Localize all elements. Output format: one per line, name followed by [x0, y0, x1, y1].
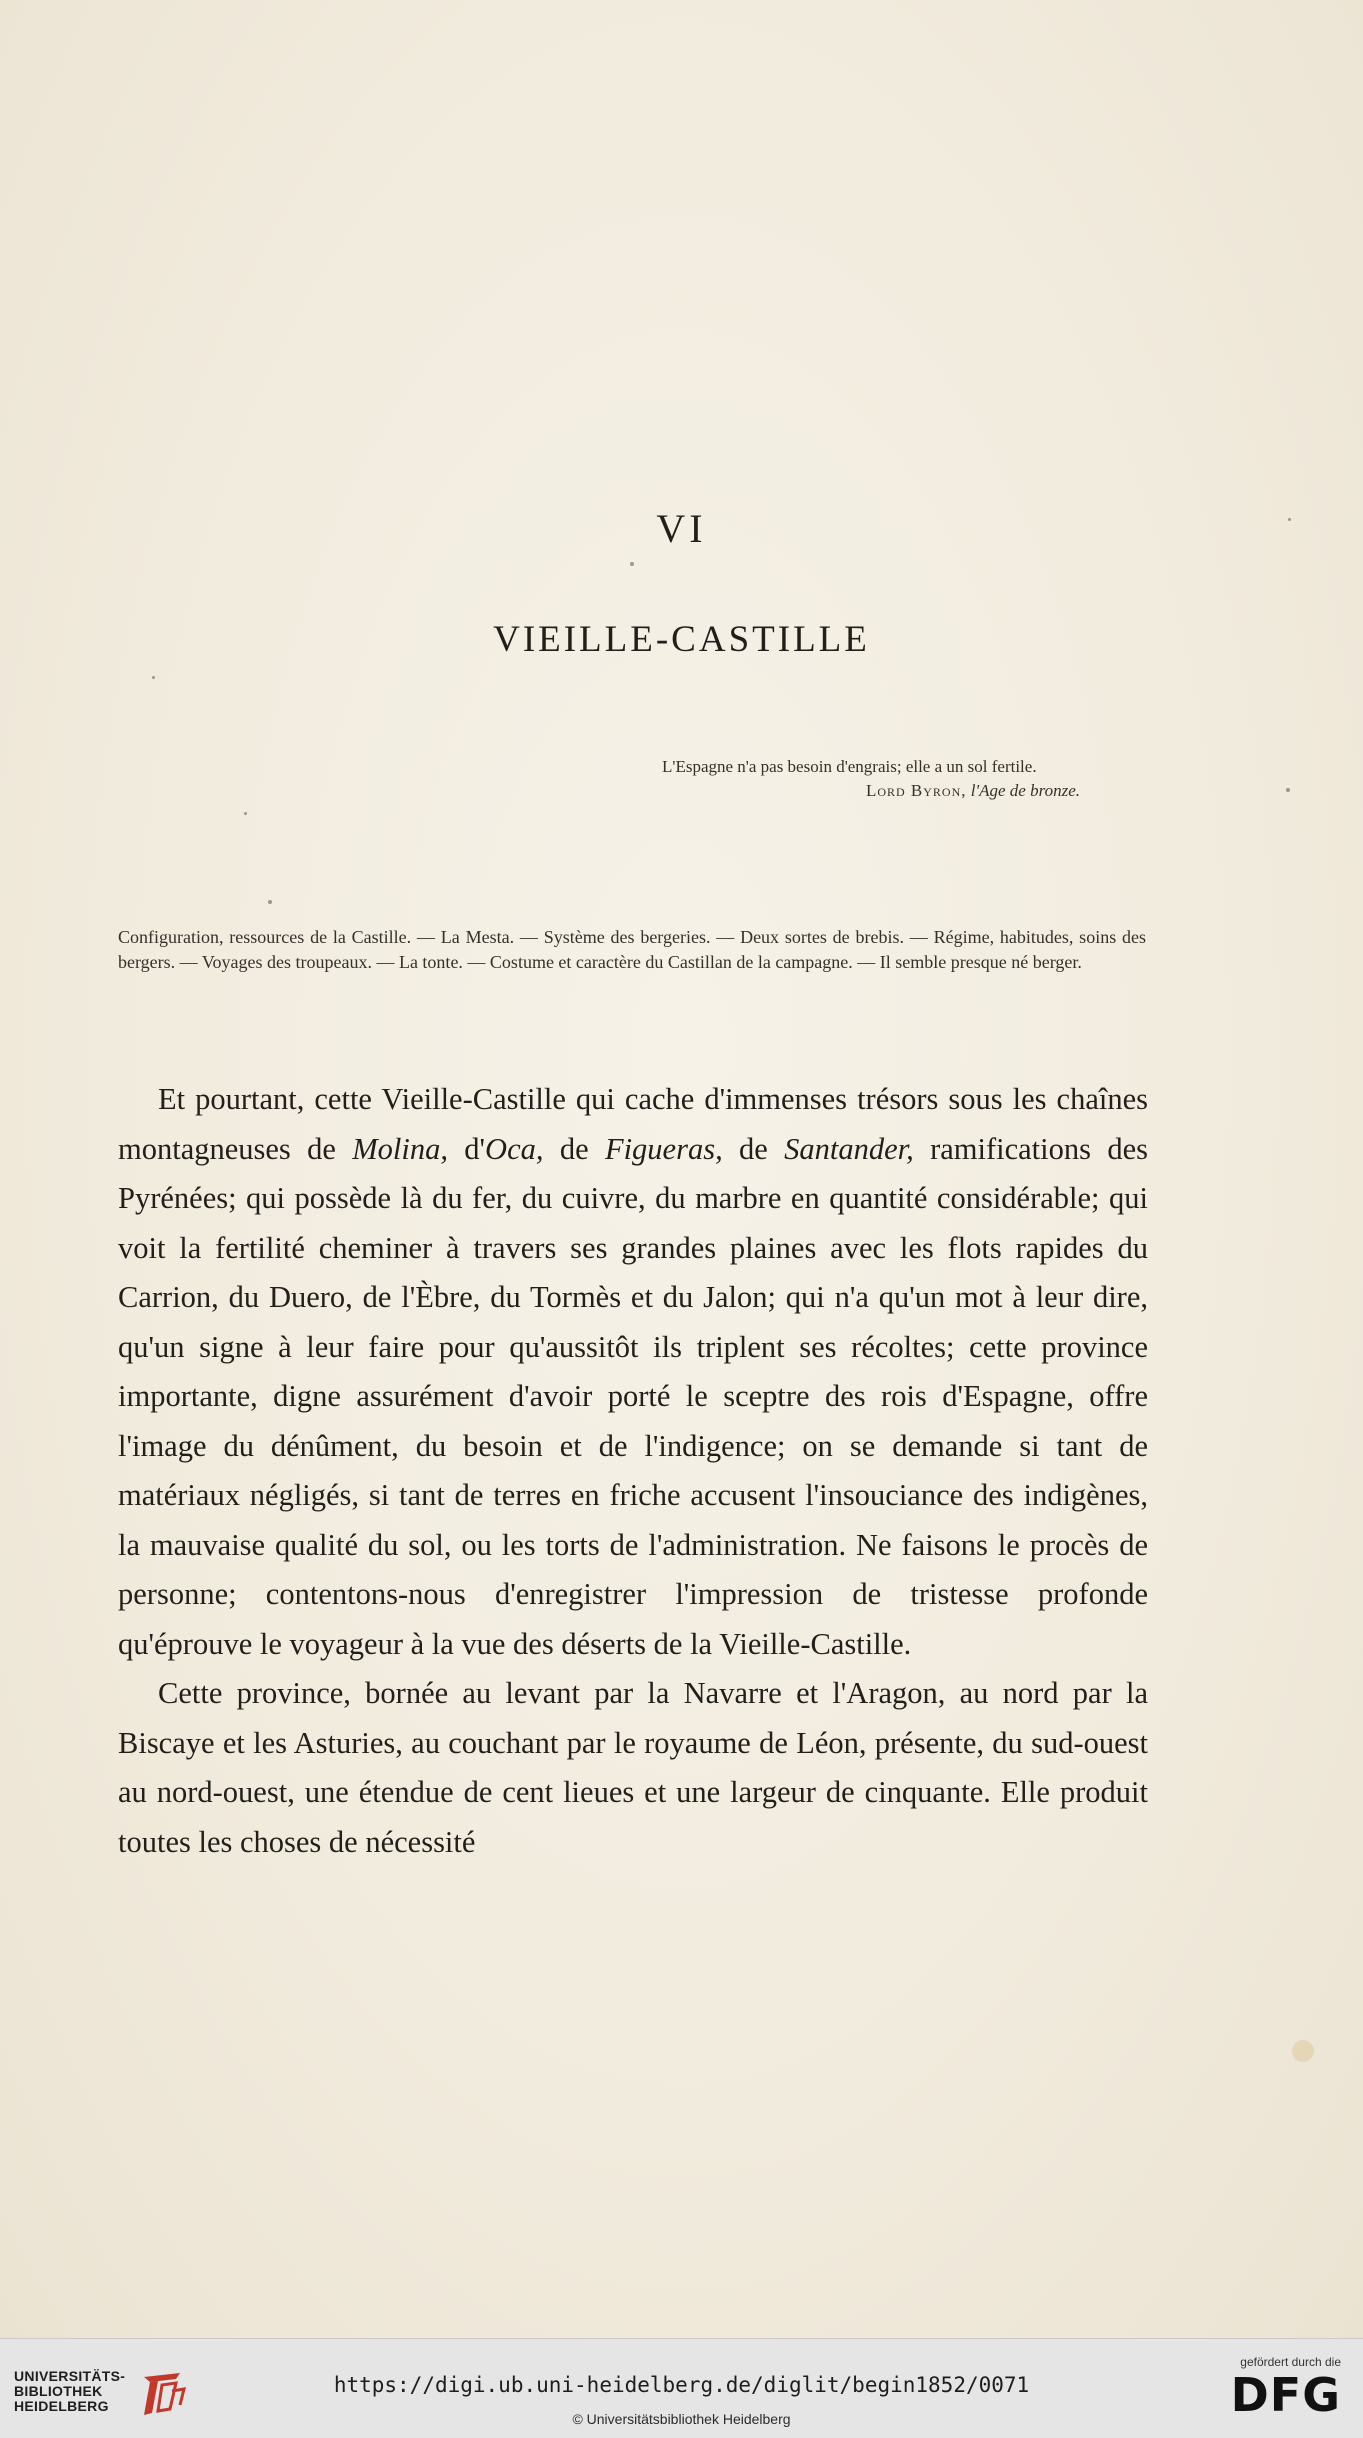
paper-speck	[244, 812, 247, 815]
place-molina: Molina,	[352, 1131, 448, 1166]
place-figueras: Figueras,	[604, 1131, 723, 1166]
paper-speck	[1286, 788, 1290, 792]
paper-speck	[1292, 2040, 1314, 2062]
dfg-logo: DFG	[1230, 2368, 1341, 2422]
paper-speck	[1288, 518, 1291, 521]
copyright-notice: © Universitätsbibliothek Heidelberg	[572, 2411, 791, 2427]
library-name-line-3: HEIDELBERG	[14, 2398, 109, 2414]
chapter-number: VI	[656, 506, 707, 551]
epigraph-author: Lord Byron,	[865, 781, 967, 800]
epigraph-work: l'Age de bronze.	[970, 781, 1080, 800]
paper-speck	[152, 676, 155, 679]
chapter-summary: Configuration, ressources de la Castille. — La Mesta. — Système des bergeries. — Deux sortes de brebis. — Régime, habitudes, soins des bergers. — Voyages des troupeaux. — La tonte. — Costume et caractère du Castillan de la campagne. — Il semble presque né berger.	[118, 927, 1146, 972]
paragraph-2: Cette province, bornée au levant par la Navarre et l'Aragon, au nord par la Biscaye et les Asturies, au couchant par le royaume de Léon, présente, du sud-ouest au nord-ouest, une étendue de cent lieues et une largeur de cinquante. Elle produit toutes les choses de nécessité	[118, 1676, 1148, 1859]
dfg-caption: gefördert durch die	[1240, 2355, 1341, 2369]
epigraph-source	[640, 781, 1080, 801]
library-name-line-1: UNIVERSITÄTS-	[14, 2368, 126, 2384]
paragraph-1-part-1: Et pourtant, cette Vieille-Castille qui cache d'immenses trésors sous les chaînes montagneuses de	[118, 1082, 1148, 1166]
epigraph-quote: L'Espagne n'a pas besoin d'engrais; elle a un sol fertile.	[662, 757, 1037, 776]
paragraph-1-part-2: d'	[447, 1131, 486, 1166]
place-santander: Santander,	[784, 1131, 914, 1166]
chapter-title: VIEILLE-CASTILLE	[493, 619, 870, 660]
paragraph-1	[118, 1075, 1148, 1669]
dfg-funding[interactable]	[1211, 2355, 1341, 2421]
paragraph-1-part-3: de	[543, 1131, 605, 1166]
permalink-url[interactable]: https://digi.ub.uni-heidelberg.de/diglit/begin1852/0071	[333, 2373, 1030, 2397]
epigraph	[640, 757, 1080, 801]
footer-bar	[0, 2338, 1363, 2438]
paper-speck	[630, 562, 634, 566]
place-oca: Oca,	[485, 1131, 544, 1166]
library-name-line-2: BIBLIOTHEK	[14, 2383, 103, 2399]
paper-speck	[268, 900, 272, 904]
paragraph-1-part-4: de	[722, 1131, 785, 1166]
paragraph-1-part-5: ramifications des Pyrénées; qui possède là du fer, du cuivre, du marbre en quantité considérable; qui voit la fertilité cheminer à travers ses grandes plaines avec les flots rapides du Carrion, du Duero, de l'Èbre, du Tormès et du Jalon; qui n'a qu'un mot à leur dire, qu'un signe à leur faire pour qu'aussitôt ils triplent ses récoltes; cette province importante, digne assurément d'avoir porté le sceptre des rois d'Espagne, offre l'image du dénûment, du besoin et de l'indigence; on se demande si tant de matériaux négligés, si tant de terres en friche accusent l'insouciance des indigènes, la mauvaise qualité du sol, ou les torts de l'administration. Ne faisons le procès de personne; contentons-nous d'enregistrer l'impression de tristesse profonde qu'éprouve le voyageur à la vue des déserts de la Vieille-Castille.	[118, 1131, 1148, 1661]
body-text	[118, 1075, 1148, 1867]
